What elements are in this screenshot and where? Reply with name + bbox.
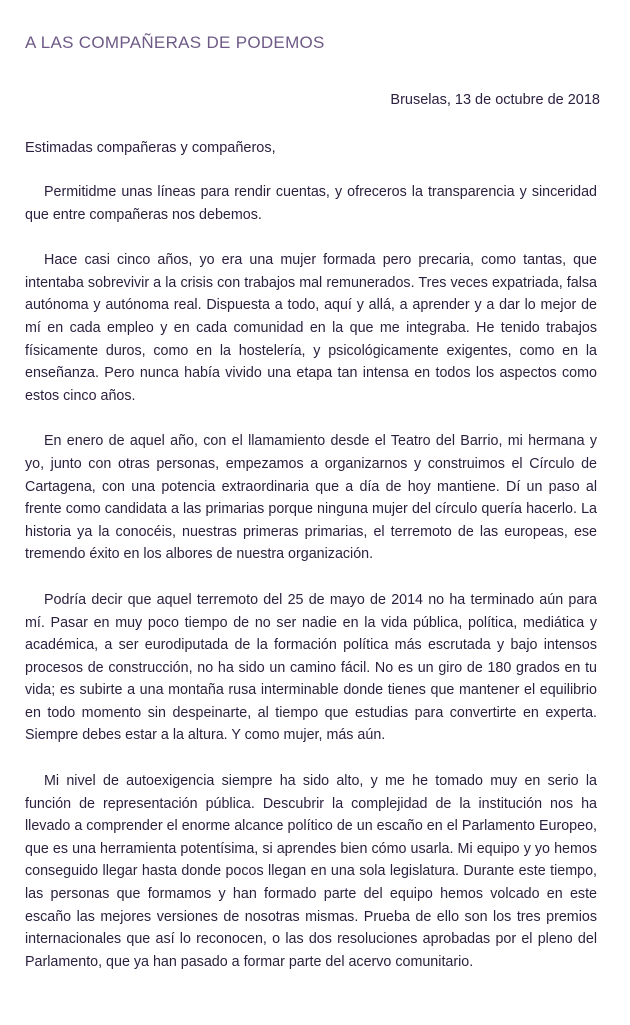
paragraph-5: Mi nivel de autoexigencia siempre ha sido alto, y me he tomado muy en serio la función de representación pública. Descubrir la complejidad de la institución nos ha llevado a comprender el enorme alcance político de un escaño en el Parlamento Europeo, que es una herramienta potentísima, si aprendes bien cómo usarla. Mi equipo y yo hemos conseguido llegar hasta donde pocos llegan en una sola legislatura. Durante este tiempo, las personas que formamos y han formado parte del equipo hemos volcado en este escaño las mejores versiones de nosotras mismas. Prueba de ello son los tres premios internacionales que así lo reconocen, o las dos resoluciones aprobadas por el pleno del Parlamento, que ya han pasado a formar parte del acervo comunitario. (25, 773, 597, 970)
letter-salutation: Estimadas compañeras y compañeros, (25, 140, 276, 156)
paragraph-1: Permitidme unas líneas para rendir cuentas, y ofreceros la transparencia y sinceridad que entre compañeras nos debemos. (25, 184, 597, 223)
paragraph-4: Podría decir que aquel terremoto del 25 de mayo de 2014 no ha terminado aún para mí. Pasar en muy poco tiempo de no ser nadie en la vida pública, política, mediática y académica, a ser eurodiputada de la formación política más escrutada y bajo intensos procesos de construcción, no ha sido un camino fácil. No es un giro de 180 grados en tu vida; es subirte a una montaña rusa interminable donde tienes que mantener el equilibrio en todo momento sin despeinarte, al tiempo que estudias para convertirte en experta. Siempre debes estar a la altura. Y como mujer, más aún. (25, 591, 597, 744)
paragraph-2: Hace casi cinco años, yo era una mujer formada pero precaria, como tantas, que intentaba sobrevivir a la crisis con trabajos mal remunerados. Tres veces expatriada, falsa autónoma y autónoma real. Dispuesta a todo, aquí y allá, a aprender y a dar lo mejor de mí en cada empleo y en cada comunidad en la que me integraba. He tenido trabajos físicamente duros, como en la hostelería, y psicológicamente exigentes, como en la enseñanza. Pero nunca había vivido una etapa tan intensa en todos los aspectos como estos cinco años. (25, 252, 597, 404)
letter-body (25, 181, 597, 996)
paragraph-3: En enero de aquel año, con el llamamiento desde el Teatro del Barrio, mi hermana y yo, junto con otras personas, empezamos a organizarnos y construimos el Círculo de Cartagena, con una potencia extraordinaria que a día de hoy mantiene. Dí un paso al frente como candidata a las primarias porque ninguna mujer del círculo quería hacerlo. La historia ya la conocéis, nuestras primeras primarias, el terremoto de las europeas, ese tremendo éxito en los albores de nuestra organización. (25, 433, 597, 563)
letter-title: A LAS COMPAÑERAS DE PODEMOS (25, 33, 325, 52)
letter-date: Bruselas, 13 de octubre de 2018 (390, 92, 600, 108)
